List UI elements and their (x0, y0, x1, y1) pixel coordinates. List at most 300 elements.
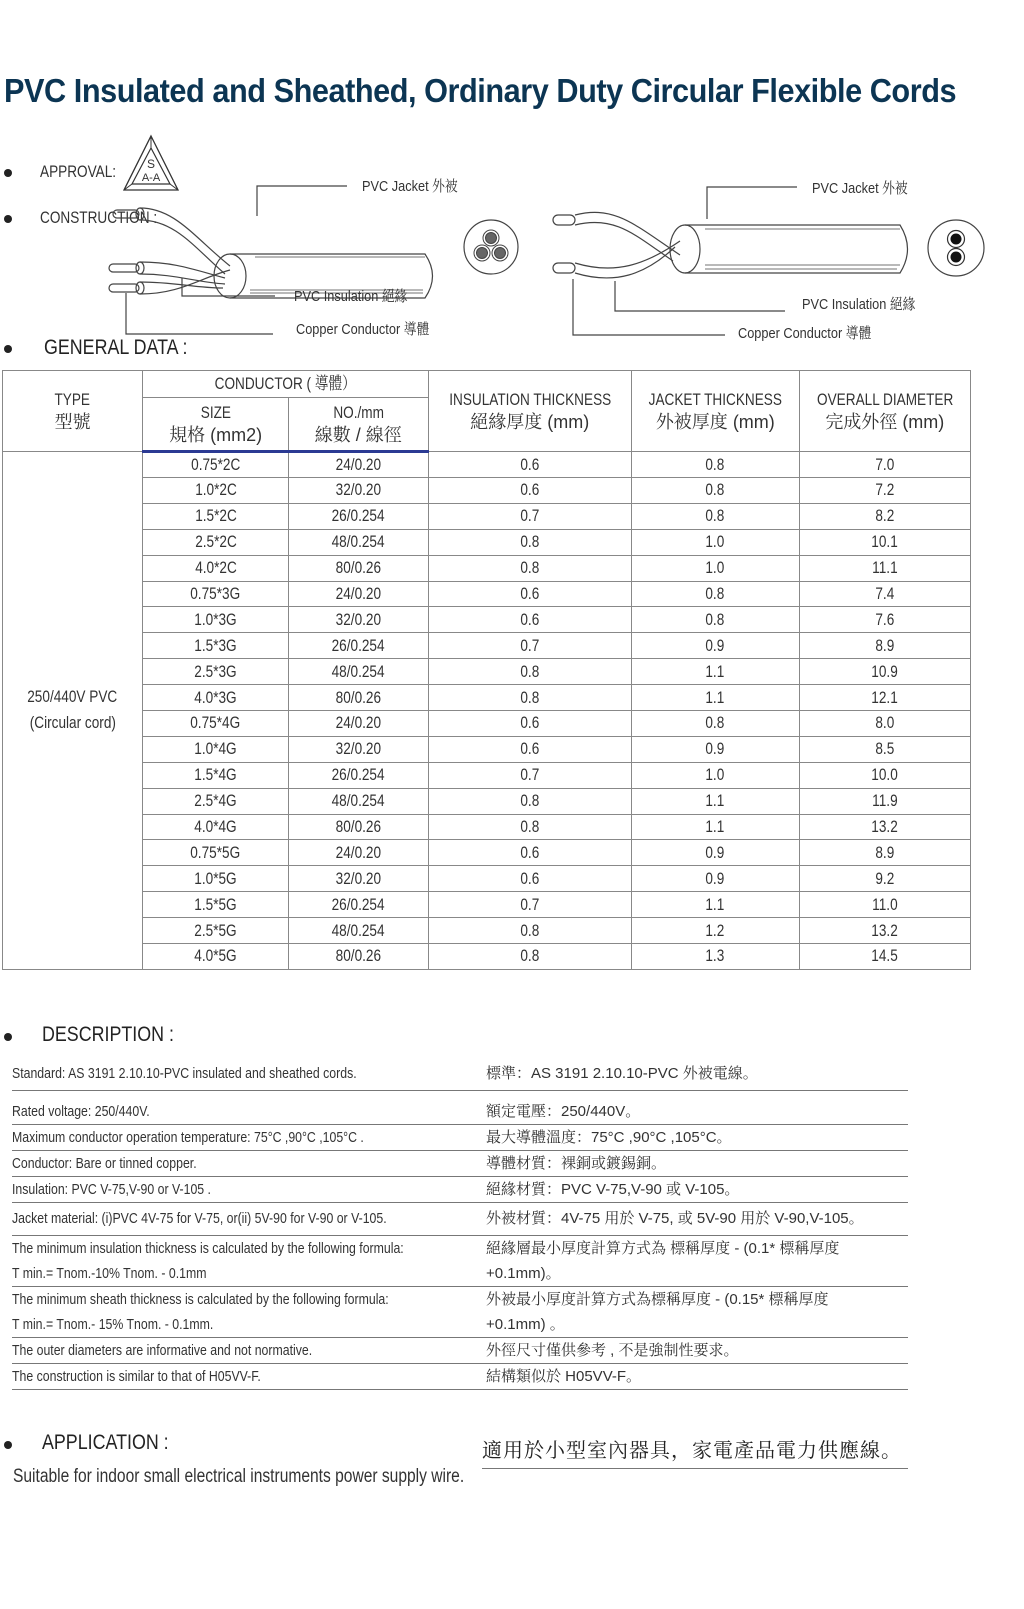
description-en (12, 1236, 486, 1286)
table-row (3, 762, 971, 788)
application-text-cn: 適用於小型室內器具，家電產品電力供應線。 (482, 1438, 908, 1469)
description-heading: DESCRIPTION : (42, 1023, 174, 1046)
table-row (3, 659, 971, 685)
description-cn-line: 額定電壓：250/440V。 (486, 1103, 641, 1120)
cell-value: 0.6 (520, 454, 540, 474)
cell-value: 48/0.254 (331, 532, 385, 552)
cell-insulation (428, 555, 631, 581)
table-row (3, 478, 971, 504)
cell-value: 0.75*5G (190, 842, 241, 862)
cell-no-mm (288, 840, 428, 866)
cell-value: 24/0.20 (335, 713, 381, 733)
description-en-line: Jacket material: (i)PVC 4V-75 for V-75, or(ii) 5V-90 for V-90 or V-105. (12, 1210, 387, 1227)
description-cn (486, 1151, 908, 1176)
table-row (3, 685, 971, 711)
cell-value: 11.9 (872, 791, 898, 811)
cell-value: 26/0.254 (331, 765, 385, 785)
description-en-line: The outer diameters are informative and not normative. (12, 1342, 313, 1359)
description-row (12, 1236, 908, 1287)
description-cn (486, 1061, 908, 1086)
description-en-line: Maximum conductor operation temperature: 75°C ,90°C ,105°C . (12, 1129, 364, 1146)
cell-no-mm (288, 529, 428, 555)
cell-jacket (632, 892, 800, 918)
description-cn (486, 1099, 908, 1124)
description-cn (486, 1125, 908, 1150)
cell-diameter (799, 840, 970, 866)
cell-diameter (799, 892, 970, 918)
description-row (12, 1287, 908, 1338)
cell-value: 8.2 (875, 506, 895, 526)
cell-value: 0.8 (520, 920, 540, 940)
description-en-line: Standard: AS 3191 2.10.10-PVC insulated and sheathed cords. (12, 1065, 357, 1082)
cell-no-mm (288, 736, 428, 762)
description-en-line: The minimum insulation thickness is calculated by the following formula: (12, 1240, 404, 1257)
cell-value: 2.5*3G (194, 661, 237, 681)
cell-size (143, 685, 289, 711)
application-text-en: Suitable for indoor small electrical instruments power supply wire. (13, 1466, 465, 1487)
description-en (12, 1338, 486, 1363)
cell-no-mm (288, 478, 428, 504)
cell-value: 1.5*2C (194, 506, 237, 526)
description-cn-line: 外被最小厚度計算方式為標稱厚度 - (0.15* 標稱厚度 (486, 1291, 829, 1308)
cell-value: 0.8 (520, 791, 540, 811)
type-cell (3, 452, 143, 970)
table-row (3, 555, 971, 581)
description-cn-line: 最大導體溫度：75°C ,90°C ,105°C。 (486, 1129, 732, 1146)
bullet-icon (4, 1441, 12, 1449)
cell-value: 0.8 (520, 817, 540, 837)
cell-value: 0.7 (520, 894, 540, 914)
description-cn-line: 絕緣層最小厚度計算方式為 標稱厚度 - (0.1* 標稱厚度 (486, 1240, 840, 1257)
table-row (3, 503, 971, 529)
general-data-table (2, 370, 971, 970)
cell-value: 1.0 (705, 532, 725, 552)
cell-value: 0.6 (520, 739, 540, 759)
cell-jacket (632, 840, 800, 866)
header-type-cn: 型號 (54, 411, 91, 432)
header-conductor (143, 371, 428, 398)
description-en-line: T min.= Tnom.- 15% Tnom. - 0.1mm. (12, 1316, 214, 1333)
cell-diameter (799, 788, 970, 814)
cell-no-mm (288, 892, 428, 918)
cell-diameter (799, 659, 970, 685)
table-row (3, 633, 971, 659)
cell-value: 48/0.254 (331, 661, 385, 681)
cell-insulation (428, 581, 631, 607)
description-cn-line: 外被材質：4V-75 用於 V-75, 或 5V-90 用於 V-90,V-105。 (486, 1210, 864, 1227)
cell-value: 26/0.254 (331, 894, 385, 914)
cell-insulation (428, 659, 631, 685)
header-type (3, 371, 143, 452)
cell-insulation (428, 711, 631, 737)
cell-value: 0.75*2C (191, 455, 241, 474)
cell-size (143, 478, 289, 504)
cell-no-mm (288, 555, 428, 581)
cell-value: 1.0*4G (194, 739, 237, 759)
cell-size (143, 633, 289, 659)
cell-value: 1.0 (705, 765, 725, 785)
cell-value: 2.5*2C (194, 532, 237, 552)
cell-value: 8.9 (875, 635, 895, 655)
cell-value: 24/0.20 (335, 584, 381, 603)
cell-insulation (428, 633, 631, 659)
description-cn (486, 1177, 908, 1202)
cell-size (143, 814, 289, 840)
description-row (12, 1151, 908, 1177)
cell-size (143, 892, 289, 918)
cell-jacket (632, 555, 800, 581)
cell-value: 8.5 (875, 739, 895, 759)
cell-value: 26/0.254 (331, 635, 385, 655)
cell-insulation (428, 503, 631, 529)
cell-no-mm (288, 607, 428, 633)
cell-value: 1.0*3G (194, 609, 237, 629)
description-cn (486, 1236, 908, 1286)
cell-value: 1.2 (705, 920, 725, 940)
table-row (3, 736, 971, 762)
cell-jacket (632, 581, 800, 607)
description-en (12, 1151, 486, 1176)
cell-value: 7.6 (875, 609, 895, 629)
cell-size (143, 840, 289, 866)
header-diameter (799, 371, 970, 452)
cell-value: 0.6 (520, 842, 540, 862)
cell-size (143, 581, 289, 607)
cell-value: 8.9 (875, 842, 895, 862)
cell-no-mm (288, 762, 428, 788)
bullet-icon (4, 1033, 12, 1041)
cell-value: 1.5*3G (194, 635, 237, 655)
cell-diameter (799, 581, 970, 607)
cell-value: 32/0.20 (335, 480, 381, 500)
cell-value: 26/0.254 (331, 506, 385, 526)
cell-size (143, 736, 289, 762)
cell-diameter (799, 633, 970, 659)
table-row (3, 840, 971, 866)
description-en (12, 1125, 486, 1150)
cell-diameter (799, 918, 970, 944)
table-row (3, 607, 971, 633)
cell-value: 10.1 (871, 532, 899, 552)
cell-value: 1.0 (705, 558, 725, 578)
conductor-label-3core: Copper Conductor 導體 (296, 321, 430, 338)
table-row (3, 892, 971, 918)
cell-value: 1.1 (705, 791, 725, 811)
description-cn-line: 標準：AS 3191 2.10.10-PVC 外被電線。 (486, 1065, 758, 1082)
cell-value: 0.9 (705, 868, 725, 888)
cell-diameter (799, 607, 970, 633)
saa-mark-top-text: S (146, 157, 156, 171)
cell-value: 10.0 (871, 765, 899, 785)
cell-diameter (799, 711, 970, 737)
cell-no-mm (288, 633, 428, 659)
cell-jacket (632, 659, 800, 685)
header-insulation (428, 371, 631, 452)
cell-value: 0.9 (705, 739, 725, 759)
description-cn-line: 結構類似於 H05VV-F。 (486, 1368, 642, 1385)
cell-value: 0.8 (705, 584, 725, 603)
cell-no-mm (288, 814, 428, 840)
cell-no-mm (288, 711, 428, 737)
cell-value: 0.7 (520, 635, 540, 655)
cell-value: 0.6 (520, 609, 540, 629)
cell-value: 2.5*5G (194, 920, 237, 940)
cell-insulation (428, 478, 631, 504)
cell-no-mm (288, 918, 428, 944)
cell-diameter (799, 529, 970, 555)
header-no-mm (288, 398, 428, 452)
description-row (12, 1125, 908, 1151)
cell-no-mm (288, 866, 428, 892)
conductor-label-2core: Copper Conductor 導體 (738, 325, 872, 342)
cell-diameter (799, 736, 970, 762)
description-en-line: The minimum sheath thickness is calculated by the following formula: (12, 1291, 389, 1308)
cell-insulation (428, 607, 631, 633)
type-line1: 250/440V PVC (27, 687, 118, 707)
bullet-icon (4, 169, 12, 177)
cell-value: 0.8 (705, 480, 725, 500)
cell-no-mm (288, 944, 428, 970)
cell-size (143, 711, 289, 737)
cell-jacket (632, 788, 800, 814)
cell-value: 0.8 (705, 454, 725, 474)
cell-value: 0.8 (705, 609, 725, 629)
jacket-label-3core: PVC Jacket 外被 (362, 178, 458, 195)
cell-jacket (632, 633, 800, 659)
header-jacket-cn: 外被厚度 (mm) (655, 411, 775, 432)
cell-value: 9.2 (875, 868, 895, 888)
cell-value: 0.9 (705, 635, 725, 655)
cell-no-mm (288, 788, 428, 814)
cell-insulation (428, 529, 631, 555)
cell-size (143, 529, 289, 555)
cell-jacket (632, 478, 800, 504)
cell-size (143, 762, 289, 788)
cell-value: 1.1 (705, 817, 725, 837)
cell-value: 1.0*2C (194, 480, 237, 500)
two-core-cable-diagram (545, 185, 925, 345)
description-cn (486, 1364, 908, 1389)
cell-no-mm (288, 503, 428, 529)
cell-diameter (799, 685, 970, 711)
cell-value: 80/0.26 (335, 687, 381, 707)
header-conductor-text: CONDUCTOR ( 導體） (214, 374, 356, 393)
header-diameter-en: OVERALL DIAMETER (816, 389, 953, 409)
description-en (12, 1177, 486, 1202)
cell-jacket (632, 685, 800, 711)
cell-value: 0.8 (705, 713, 725, 733)
cell-diameter (799, 762, 970, 788)
approval-label: APPROVAL: (40, 162, 117, 181)
description-en-line: Rated voltage: 250/440V. (12, 1103, 150, 1120)
cell-value: 0.7 (520, 765, 540, 785)
cell-jacket (632, 866, 800, 892)
cell-jacket (632, 918, 800, 944)
table-row (3, 814, 971, 840)
cell-size (143, 607, 289, 633)
cell-value: 12.1 (871, 687, 899, 707)
cell-jacket (632, 607, 800, 633)
cell-value: 0.6 (520, 584, 540, 603)
bullet-icon (4, 215, 12, 223)
description-cn (486, 1338, 908, 1363)
cell-value: 0.6 (520, 868, 540, 888)
cell-value: 0.8 (705, 506, 725, 526)
description-row (12, 1364, 908, 1390)
cell-value: 32/0.20 (335, 739, 381, 759)
description-en (12, 1287, 486, 1337)
description-row (12, 1099, 908, 1125)
header-insulation-en: INSULATION THICKNESS (448, 389, 611, 409)
description-en-line: Conductor: Bare or tinned copper. (12, 1155, 197, 1172)
cell-value: 4.0*3G (194, 687, 237, 707)
cell-value: 80/0.26 (335, 817, 381, 837)
cell-value: 48/0.254 (331, 920, 385, 940)
header-size-cn: 規格 (mm2) (169, 424, 263, 445)
description-en-line: The construction is similar to that of H05VV-F. (12, 1368, 261, 1385)
insulation-label-2core: PVC Insulation 絕緣 (802, 296, 916, 313)
cell-insulation (428, 840, 631, 866)
description-cn-line: +0.1mm) 。 (486, 1316, 565, 1333)
cell-no-mm (288, 659, 428, 685)
table-row (3, 581, 971, 607)
header-jacket (632, 371, 800, 452)
cell-value: 48/0.254 (331, 791, 385, 811)
cell-value: 7.2 (875, 480, 895, 500)
cell-value: 0.8 (520, 558, 540, 578)
cell-value: 32/0.20 (335, 868, 381, 888)
description-cn (486, 1287, 908, 1337)
cell-no-mm (288, 685, 428, 711)
cell-value: 14.5 (871, 946, 899, 966)
header-insulation-cn: 絕緣厚度 (mm) (470, 411, 590, 432)
application-heading: APPLICATION : (42, 1431, 169, 1454)
description-en-line: Insulation: PVC V-75,V-90 or V-105 . (12, 1181, 211, 1198)
description-row (12, 1177, 908, 1203)
cell-value: 0.8 (520, 661, 540, 681)
description-cn-line: 絕緣材質：PVC V-75,V-90 或 V-105。 (486, 1181, 740, 1198)
cell-jacket (632, 736, 800, 762)
table-row (3, 452, 971, 478)
cell-jacket (632, 944, 800, 970)
cell-diameter (799, 944, 970, 970)
cell-diameter (799, 478, 970, 504)
general-data-heading: GENERAL DATA : (44, 336, 188, 359)
cell-insulation (428, 944, 631, 970)
cell-jacket (632, 711, 800, 737)
cell-value: 0.8 (520, 687, 540, 707)
cell-value: 7.4 (875, 584, 895, 603)
header-diameter-cn: 完成外徑 (mm) (825, 411, 945, 432)
three-core-cross-section-icon (462, 218, 520, 276)
cell-value: 1.1 (705, 894, 725, 914)
table-row (3, 866, 971, 892)
cell-value: 0.75*3G (190, 584, 241, 603)
cell-size (143, 503, 289, 529)
bullet-icon (4, 345, 12, 353)
cell-value: 1.1 (705, 687, 725, 707)
cell-value: 1.0*5G (194, 868, 237, 888)
cell-jacket (632, 452, 800, 478)
cell-insulation (428, 814, 631, 840)
cell-insulation (428, 866, 631, 892)
cell-value: 0.75*4G (190, 713, 241, 733)
description-row (12, 1338, 908, 1364)
cell-value: 0.9 (705, 842, 725, 862)
cell-no-mm (288, 452, 428, 478)
cell-value: 13.2 (871, 817, 899, 837)
cell-value: 4.0*5G (194, 946, 237, 966)
two-core-cross-section-icon (926, 218, 986, 278)
cell-size (143, 944, 289, 970)
cell-value: 11.0 (872, 894, 898, 914)
cell-jacket (632, 814, 800, 840)
cell-value: 24/0.20 (335, 842, 381, 862)
description-en (12, 1061, 486, 1086)
description-en (12, 1364, 486, 1389)
header-no-cn: 線數 / 線徑 (314, 424, 402, 445)
description-list (12, 1058, 908, 1390)
cell-value: 0.8 (520, 946, 540, 966)
cell-jacket (632, 503, 800, 529)
cell-size (143, 555, 289, 581)
cell-jacket (632, 762, 800, 788)
table-row (3, 944, 971, 970)
cell-value: 80/0.26 (335, 558, 381, 578)
cell-value: 1.5*4G (194, 765, 237, 785)
cell-size (143, 659, 289, 685)
description-en-line: T min.= Tnom.-10% Tnom. - 0.1mm (12, 1265, 207, 1282)
cell-insulation (428, 736, 631, 762)
cell-value: 24/0.20 (335, 455, 381, 474)
cell-value: 0.6 (520, 480, 540, 500)
cell-diameter (799, 555, 970, 581)
type-line2: (Circular cord) (29, 713, 116, 733)
cell-value: 8.0 (875, 713, 895, 733)
cell-size (143, 918, 289, 944)
table-row (3, 918, 971, 944)
header-no-en: NO./mm (332, 402, 384, 422)
description-cn (486, 1206, 908, 1231)
jacket-label-2core: PVC Jacket 外被 (812, 180, 908, 197)
description-row (12, 1058, 908, 1091)
header-type-en: TYPE (54, 389, 91, 409)
description-en (12, 1206, 486, 1231)
cell-insulation (428, 685, 631, 711)
cell-value: 32/0.20 (335, 609, 381, 629)
cell-value: 4.0*2C (194, 558, 237, 578)
cell-jacket (632, 529, 800, 555)
cell-size (143, 788, 289, 814)
cell-insulation (428, 762, 631, 788)
cell-insulation (428, 452, 631, 478)
header-size-en: SIZE (200, 402, 231, 422)
cell-value: 11.1 (872, 558, 898, 578)
cell-value: 7.0 (875, 454, 895, 474)
description-cn-line: 導體材質：裸銅或鍍錫銅。 (486, 1155, 667, 1172)
table-row (3, 788, 971, 814)
description-cn-line: 外徑尺寸僅供參考 , 不是強制性要求。 (486, 1342, 739, 1359)
cell-value: 0.8 (520, 532, 540, 552)
cell-insulation (428, 892, 631, 918)
cell-value: 0.7 (520, 506, 540, 526)
cell-value: 1.3 (705, 946, 725, 966)
table-row (3, 529, 971, 555)
cell-diameter (799, 866, 970, 892)
cell-diameter (799, 814, 970, 840)
header-size (143, 398, 289, 452)
cell-diameter (799, 452, 970, 478)
